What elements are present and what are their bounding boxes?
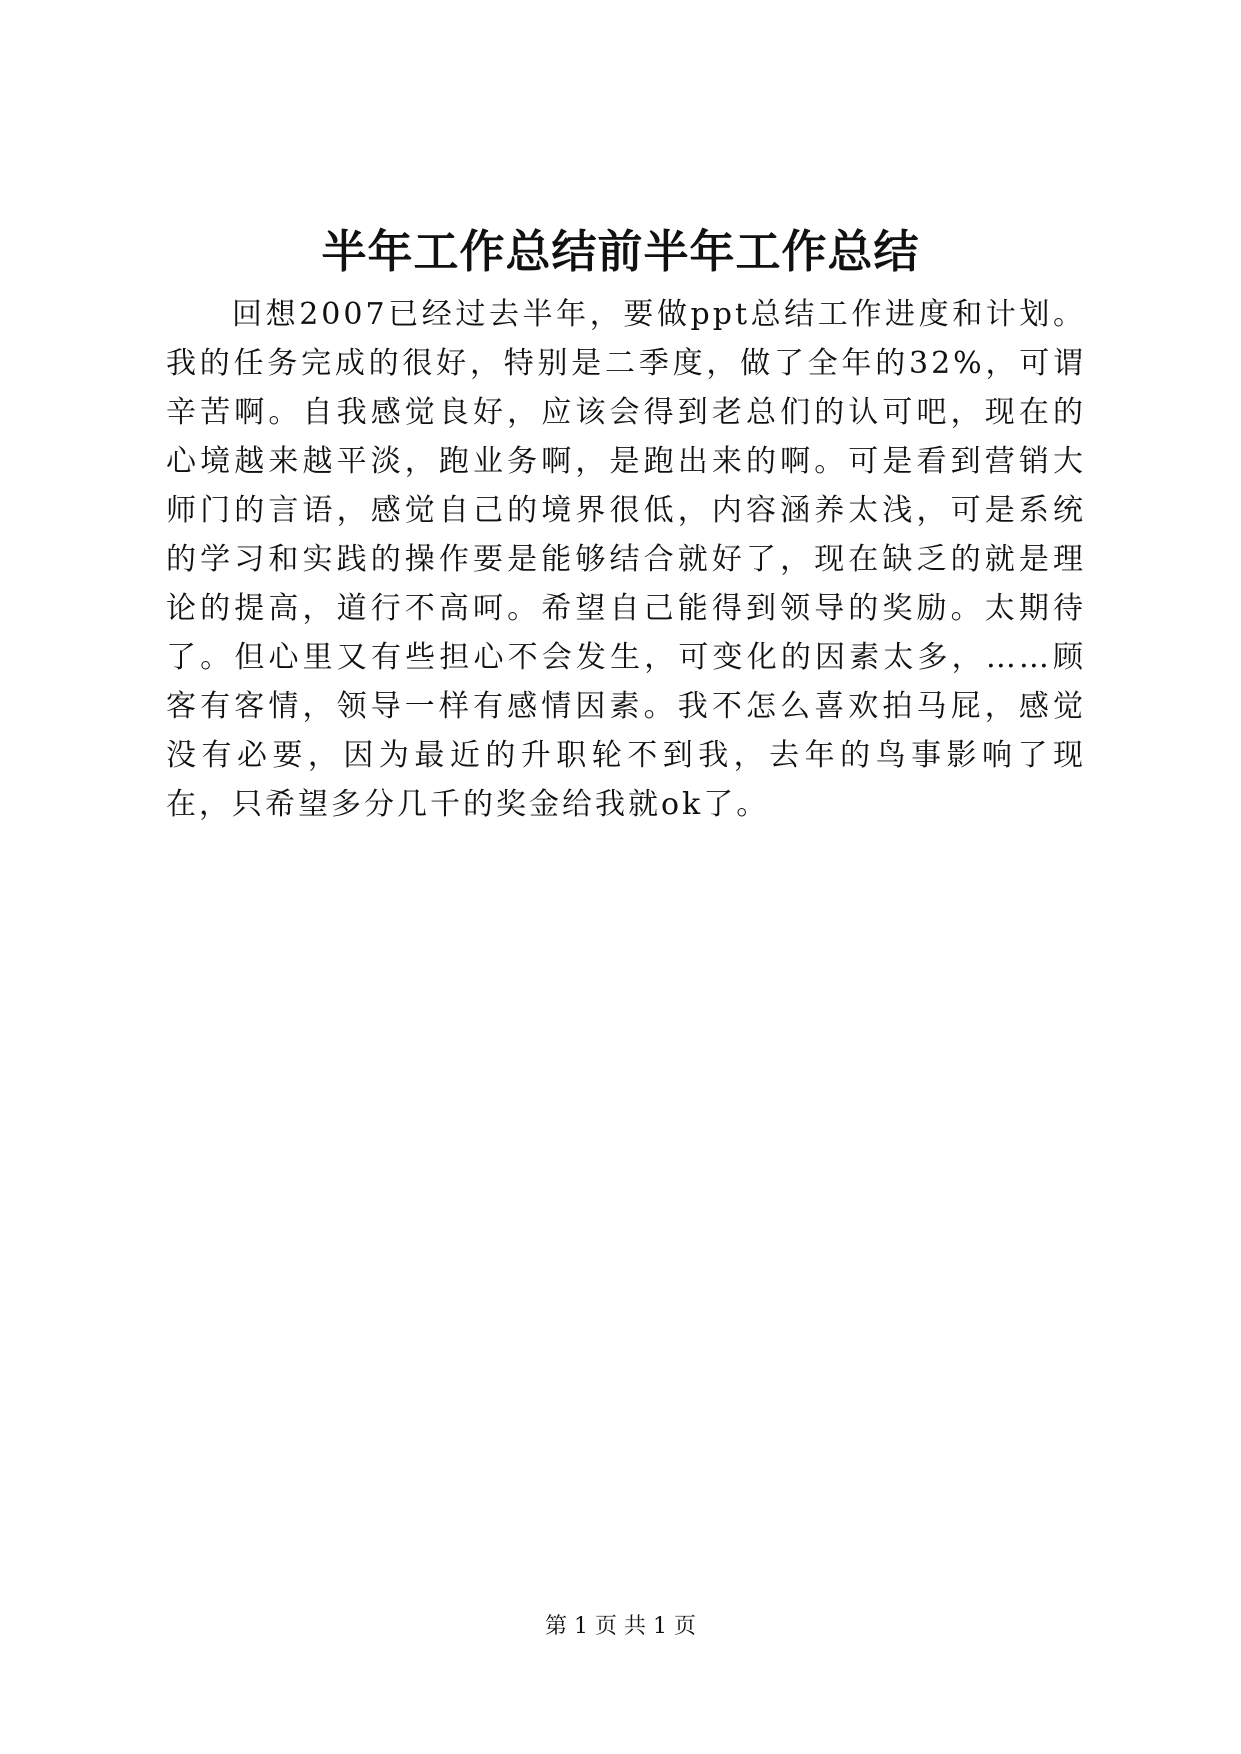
body-paragraph: 回想2007已经过去半年，要做ppt总结工作进度和计划。我的任务完成的很好，特别是二季度，做了全年的32%，可谓辛苦啊。自我感觉良好，应该会得到老总们的认可吧，现在的心境越来越平淡，跑业务啊，是跑出来的啊。可是看到营销大师门的言语，感觉自己的境界很低，内容涵养太浅，可是系统的学习和实践的操作要是能够结合就好了，现在缺乏的就是理论的提高，道行不高呵。希望自己能得到领导的奖励。太期待了。但心里又有些担心不会发生，可变化的因素太多，……顾客有客情，领导一样有感情因素。我不怎么喜欢拍马屁，感觉没有必要，因为最近的升职轮不到我，去年的鸟事影响了现在，只希望多分几千的奖金给我就ok了。 (166, 297, 1086, 822)
document-title: 半年工作总结前半年工作总结 (321, 225, 920, 278)
page-number-footer: 第 1 页 共 1 页 (545, 1614, 696, 1639)
